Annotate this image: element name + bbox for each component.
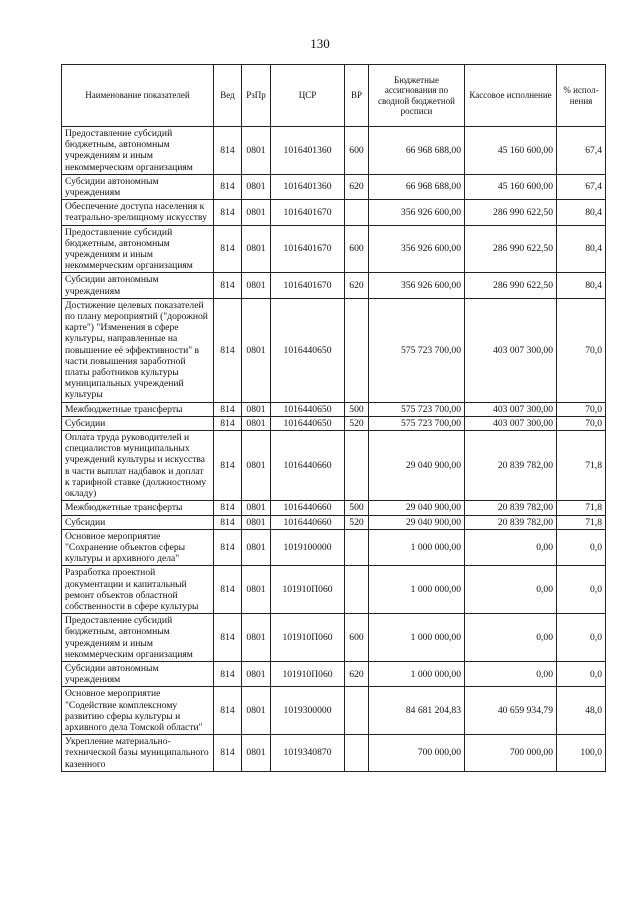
cell-rzpr: 0801 xyxy=(242,127,271,175)
cell-fact: 403 007 300,00 xyxy=(465,298,557,402)
cell-name: Основное мероприятие "Сохранение объектов сферы культуры и архивного дела" xyxy=(62,529,214,566)
cell-name: Укрепление материально-технической базы муниципального казенного xyxy=(62,735,214,772)
cell-pct: 80,4 xyxy=(557,273,606,298)
cell-csr: 1019340870 xyxy=(271,735,345,772)
table-header-row xyxy=(62,65,606,127)
table-row xyxy=(62,174,606,199)
cell-pct: 71,8 xyxy=(557,515,606,529)
cell-name: Субсидии xyxy=(62,416,214,430)
cell-fact: 0,00 xyxy=(465,566,557,614)
cell-csr: 1016440660 xyxy=(271,515,345,529)
cell-ved: 814 xyxy=(214,431,242,501)
cell-rzpr: 0801 xyxy=(242,273,271,298)
header-vr: ВР xyxy=(345,65,369,127)
cell-ved: 814 xyxy=(214,416,242,430)
cell-name: Предоставление субсидий бюджетным, автономным учреждениям и иным некоммерческим организациям xyxy=(62,614,214,662)
cell-ved: 814 xyxy=(214,200,242,225)
cell-vr: 600 xyxy=(345,225,369,273)
budget-execution-table xyxy=(61,64,606,772)
cell-rzpr: 0801 xyxy=(242,416,271,430)
cell-csr: 1016440660 xyxy=(271,431,345,501)
cell-vr xyxy=(345,529,369,566)
cell-vr: 500 xyxy=(345,501,369,515)
cell-fact: 45 160 600,00 xyxy=(465,127,557,175)
cell-name: Межбюджетные трансферты xyxy=(62,402,214,416)
cell-rzpr: 0801 xyxy=(242,402,271,416)
table-row xyxy=(62,501,606,515)
cell-name: Оплата труда руководителей и специалистов муниципальных учреждений культуры и искусства в части выплат надбавок и доплат к тарифной ставке (должностному окладу) xyxy=(62,431,214,501)
cell-rzpr: 0801 xyxy=(242,735,271,772)
cell-csr: 1016401670 xyxy=(271,200,345,225)
cell-ved: 814 xyxy=(214,529,242,566)
cell-csr: 1016401360 xyxy=(271,127,345,175)
cell-plan: 84 681 204,83 xyxy=(369,687,465,735)
cell-vr xyxy=(345,431,369,501)
cell-ved: 814 xyxy=(214,127,242,175)
cell-name: Межбюджетные трансферты xyxy=(62,501,214,515)
cell-csr: 1016440650 xyxy=(271,298,345,402)
cell-fact: 700 000,00 xyxy=(465,735,557,772)
cell-rzpr: 0801 xyxy=(242,200,271,225)
cell-vr: 620 xyxy=(345,273,369,298)
cell-ved: 814 xyxy=(214,614,242,662)
cell-pct: 70,0 xyxy=(557,416,606,430)
cell-vr: 600 xyxy=(345,614,369,662)
cell-rzpr: 0801 xyxy=(242,529,271,566)
cell-rzpr: 0801 xyxy=(242,566,271,614)
cell-plan: 1 000 000,00 xyxy=(369,566,465,614)
cell-plan: 29 040 900,00 xyxy=(369,515,465,529)
table-row xyxy=(62,687,606,735)
cell-vr xyxy=(345,735,369,772)
cell-ved: 814 xyxy=(214,273,242,298)
cell-rzpr: 0801 xyxy=(242,174,271,199)
cell-name: Достижение целевых показателей по плану мероприятий ("дорожной карте") "Изменения в сфере культуры, направленные на повышение её эффективности" в части повышения заработной платы работников культуры муниципальных учреждений культуры xyxy=(62,298,214,402)
cell-pct: 0,0 xyxy=(557,566,606,614)
table-row xyxy=(62,735,606,772)
cell-name: Предоставление субсидий бюджетным, автономным учреждениям и иным некоммерческим организациям xyxy=(62,225,214,273)
cell-vr: 620 xyxy=(345,174,369,199)
cell-fact: 403 007 300,00 xyxy=(465,402,557,416)
header-ved: Вед xyxy=(214,65,242,127)
cell-vr xyxy=(345,200,369,225)
cell-fact: 20 839 782,00 xyxy=(465,501,557,515)
cell-fact: 20 839 782,00 xyxy=(465,431,557,501)
cell-csr: 1016440660 xyxy=(271,501,345,515)
cell-pct: 70,0 xyxy=(557,298,606,402)
cell-plan: 1 000 000,00 xyxy=(369,661,465,686)
cell-fact: 0,00 xyxy=(465,614,557,662)
cell-plan: 356 926 600,00 xyxy=(369,273,465,298)
cell-pct: 0,0 xyxy=(557,614,606,662)
header-csr: ЦСР xyxy=(271,65,345,127)
cell-ved: 814 xyxy=(214,501,242,515)
cell-name: Субсидии автономным учреждениям xyxy=(62,174,214,199)
cell-pct: 80,4 xyxy=(557,225,606,273)
cell-fact: 403 007 300,00 xyxy=(465,416,557,430)
cell-plan: 575 723 700,00 xyxy=(369,416,465,430)
table-row xyxy=(62,661,606,686)
table-row xyxy=(62,402,606,416)
cell-vr: 500 xyxy=(345,402,369,416)
cell-pct: 71,8 xyxy=(557,501,606,515)
cell-ved: 814 xyxy=(214,735,242,772)
cell-name: Основное мероприятие "Содействие комплексному развитию сферы культуры и архивного дела Томской области" xyxy=(62,687,214,735)
cell-rzpr: 0801 xyxy=(242,515,271,529)
cell-rzpr: 0801 xyxy=(242,661,271,686)
cell-pct: 0,0 xyxy=(557,529,606,566)
page-number: 130 xyxy=(310,36,330,51)
table-row xyxy=(62,566,606,614)
cell-plan: 66 968 688,00 xyxy=(369,174,465,199)
cell-fact: 40 659 934,79 xyxy=(465,687,557,735)
table-row xyxy=(62,515,606,529)
header-fact: Кассовое исполнение xyxy=(465,65,557,127)
cell-rzpr: 0801 xyxy=(242,225,271,273)
cell-pct: 71,8 xyxy=(557,431,606,501)
table-row xyxy=(62,529,606,566)
cell-pct: 100,0 xyxy=(557,735,606,772)
cell-name: Обеспечение доступа населения к театрально-зрелищному искусству xyxy=(62,200,214,225)
cell-ved: 814 xyxy=(214,566,242,614)
cell-csr: 1016440650 xyxy=(271,416,345,430)
table-row xyxy=(62,200,606,225)
cell-plan: 29 040 900,00 xyxy=(369,501,465,515)
cell-ved: 814 xyxy=(214,687,242,735)
cell-rzpr: 0801 xyxy=(242,431,271,501)
table-row xyxy=(62,225,606,273)
cell-csr: 101910П060 xyxy=(271,614,345,662)
cell-rzpr: 0801 xyxy=(242,614,271,662)
cell-plan: 575 723 700,00 xyxy=(369,402,465,416)
cell-ved: 814 xyxy=(214,174,242,199)
cell-vr: 600 xyxy=(345,127,369,175)
cell-vr: 520 xyxy=(345,515,369,529)
table-row xyxy=(62,273,606,298)
cell-plan: 356 926 600,00 xyxy=(369,200,465,225)
cell-fact: 286 990 622,50 xyxy=(465,225,557,273)
cell-name: Субсидии автономным учреждениям xyxy=(62,273,214,298)
table-row xyxy=(62,614,606,662)
cell-vr: 520 xyxy=(345,416,369,430)
table-row xyxy=(62,416,606,430)
cell-plan: 1 000 000,00 xyxy=(369,529,465,566)
cell-fact: 45 160 600,00 xyxy=(465,174,557,199)
table-body xyxy=(62,127,606,772)
cell-rzpr: 0801 xyxy=(242,501,271,515)
cell-pct: 48,0 xyxy=(557,687,606,735)
cell-csr: 1016440650 xyxy=(271,402,345,416)
cell-ved: 814 xyxy=(214,402,242,416)
cell-plan: 1 000 000,00 xyxy=(369,614,465,662)
cell-pct: 67,4 xyxy=(557,127,606,175)
cell-vr: 620 xyxy=(345,661,369,686)
cell-fact: 0,00 xyxy=(465,529,557,566)
table-row xyxy=(62,127,606,175)
header-pct: % испол-нения xyxy=(557,65,606,127)
cell-fact: 20 839 782,00 xyxy=(465,515,557,529)
cell-name: Предоставление субсидий бюджетным, автономным учреждениям и иным некоммерческим организациям xyxy=(62,127,214,175)
cell-pct: 67,4 xyxy=(557,174,606,199)
cell-csr: 1019100000 xyxy=(271,529,345,566)
cell-name: Субсидии xyxy=(62,515,214,529)
cell-vr xyxy=(345,566,369,614)
cell-vr xyxy=(345,687,369,735)
cell-ved: 814 xyxy=(214,298,242,402)
cell-csr: 1016401360 xyxy=(271,174,345,199)
cell-pct: 0,0 xyxy=(557,661,606,686)
cell-plan: 575 723 700,00 xyxy=(369,298,465,402)
cell-csr: 101910П060 xyxy=(271,661,345,686)
cell-plan: 356 926 600,00 xyxy=(369,225,465,273)
cell-plan: 700 000,00 xyxy=(369,735,465,772)
cell-vr xyxy=(345,298,369,402)
header-name: Наименование показателей xyxy=(62,65,214,127)
cell-csr: 1016401670 xyxy=(271,225,345,273)
cell-plan: 29 040 900,00 xyxy=(369,431,465,501)
cell-ved: 814 xyxy=(214,661,242,686)
cell-csr: 1019300000 xyxy=(271,687,345,735)
cell-csr: 101910П060 xyxy=(271,566,345,614)
cell-name: Субсидии автономным учреждениям xyxy=(62,661,214,686)
cell-pct: 80,4 xyxy=(557,200,606,225)
cell-fact: 0,00 xyxy=(465,661,557,686)
cell-pct: 70,0 xyxy=(557,402,606,416)
cell-fact: 286 990 622,50 xyxy=(465,200,557,225)
header-rzpr: РзПр xyxy=(242,65,271,127)
cell-plan: 66 968 688,00 xyxy=(369,127,465,175)
cell-csr: 1016401670 xyxy=(271,273,345,298)
cell-rzpr: 0801 xyxy=(242,687,271,735)
cell-rzpr: 0801 xyxy=(242,298,271,402)
cell-fact: 286 990 622,50 xyxy=(465,273,557,298)
table-row xyxy=(62,431,606,501)
table-row xyxy=(62,298,606,402)
header-plan: Бюджетные ассигнования по сводной бюджетной росписи xyxy=(369,65,465,127)
cell-ved: 814 xyxy=(214,225,242,273)
cell-name: Разработка проектной документации и капитальный ремонт объектов областной собственности в сфере культуры xyxy=(62,566,214,614)
cell-ved: 814 xyxy=(214,515,242,529)
